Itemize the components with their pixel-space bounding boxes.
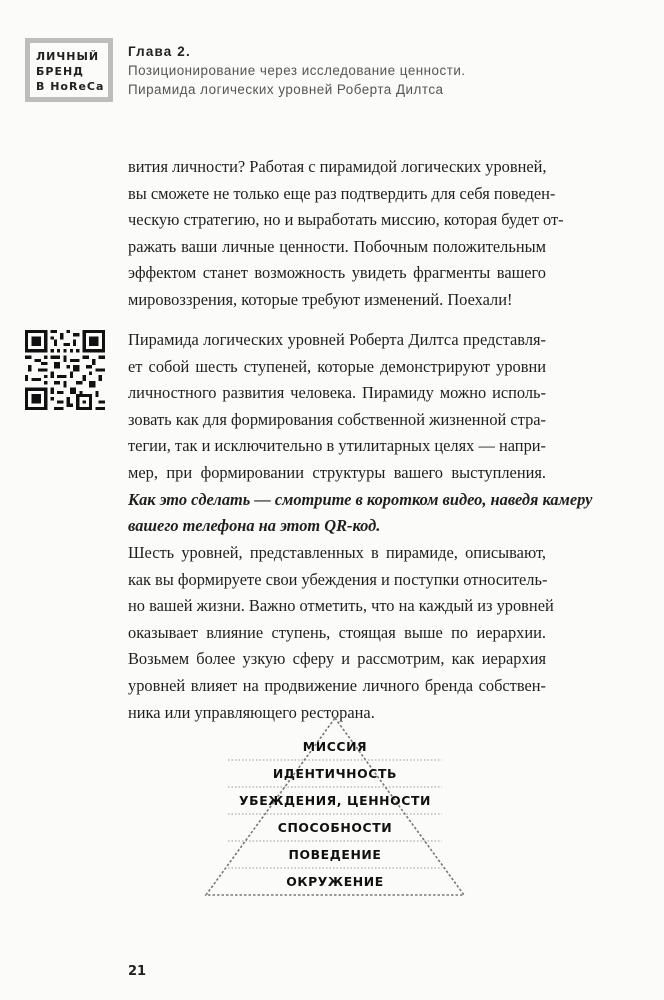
text-line: мер, при формировании структуры вашего выступления. [128, 462, 546, 482]
pyramid-level-mission: МИССИЯ [302, 739, 368, 754]
text-line: эффектом станет возможность увидеть фрагменты вашего [128, 263, 546, 283]
text-line: Шесть уровней, представленных в пирамиде, описывают, [128, 543, 546, 562]
text-line: но вашей жизни. Важно отметить, что на каждый из уровней [128, 596, 554, 616]
text-line: ражать ваши личные ценности. Побочным положительным [128, 236, 546, 256]
text-line: личностного развития человека. Пирамиду можно исполь- [128, 383, 546, 403]
chapter-subtitle-line: Пирамида логических уровней Роберта Дилтса [128, 82, 444, 97]
text-line: мировоззрения, которые требуют изменений. Поехали! [128, 289, 513, 309]
text-line: тегии, так и исключительно в утилитарных целях — напри- [128, 436, 546, 456]
brand-line: В HoReCa [36, 80, 105, 93]
italic-text-line: Как это сделать — смотрите в коротком видео, наведя камеру [128, 489, 593, 509]
text-line: ника или управляющего ресторана. [128, 702, 375, 722]
brand-line: БРЕНД [36, 65, 84, 78]
italic-text-line: вашего телефона на этот QR-код. [128, 516, 381, 536]
dilts-pyramid [200, 715, 470, 915]
brand-logo-box [25, 38, 113, 102]
text-line: вы сможете не только еще раз подтвердить для себя поведен- [128, 183, 556, 203]
paragraph-3 [128, 540, 554, 726]
paragraph-2 [128, 327, 593, 540]
pyramid-level-behavior: ПОВЕДЕНИЕ [288, 847, 382, 862]
chapter-title: Глава 2. [128, 44, 191, 59]
text-line: Возьмем более узкую сферу и рассмотрим, как иерархия [128, 649, 546, 669]
text-line: зовать как для формирования собственной жизненной стра- [128, 409, 546, 429]
text-line: Пирамида логических уровней Роберта Дилтса представля- [128, 330, 546, 349]
qr-code-icon[interactable] [25, 330, 105, 410]
brand-line: ЛИЧНЫЙ [36, 50, 100, 63]
pyramid-level-capabilities: СПОСОБНОСТИ [277, 820, 393, 835]
text-line: вития личности? Работая с пирамидой логических уровней, [128, 157, 547, 176]
chapter-subtitle-line: Позиционирование через исследование ценности. [128, 63, 466, 78]
pyramid-level-environment: ОКРУЖЕНИЕ [286, 874, 384, 889]
page-number: 21 [128, 964, 147, 979]
text-line: как вы формируете свои убеждения и поступки относитель- [128, 569, 548, 589]
text-line: уровней влияет на продвижение личного бренда собствен- [128, 675, 546, 695]
text-line: ческую стратегию, но и выработать миссию, которая будет от- [128, 210, 564, 230]
pyramid-level-beliefs: УБЕЖДЕНИЯ, ЦЕННОСТИ [239, 793, 431, 808]
pyramid-level-identity: ИДЕНТИЧНОСТЬ [272, 766, 398, 781]
paragraph-1 [128, 154, 564, 314]
text-line: ет собой шесть ступеней, которые демонстрируют уровни [128, 356, 546, 376]
chapter-header [128, 42, 648, 99]
text-line: оказывает влияние ступень, стоящая выше по иерархии. [128, 622, 546, 642]
